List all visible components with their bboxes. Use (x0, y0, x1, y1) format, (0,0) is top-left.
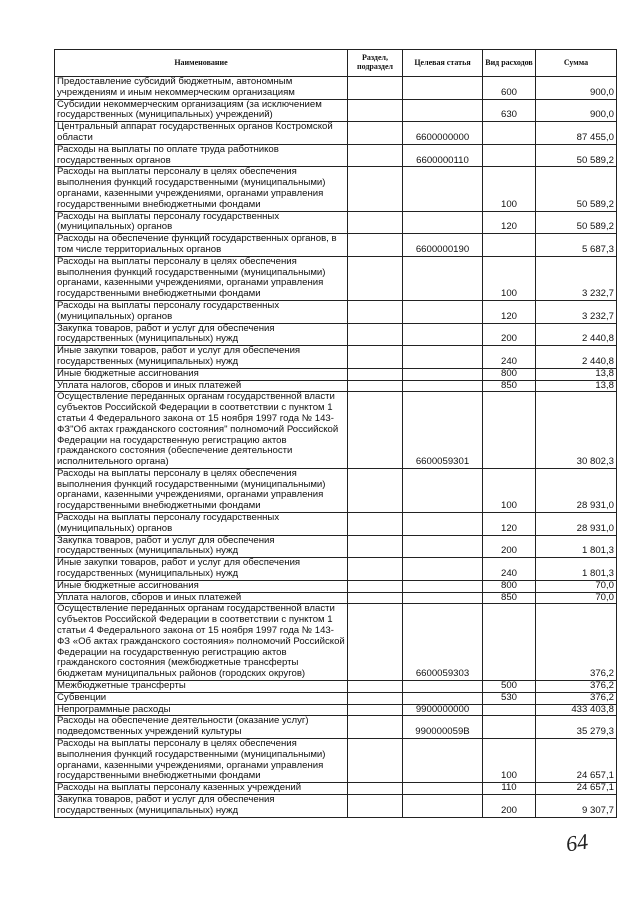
cell-sum: 2 440,8 (536, 323, 617, 346)
cell-type (483, 122, 536, 145)
cell-target (403, 681, 483, 693)
table-body (55, 77, 617, 818)
cell-razdel (348, 558, 403, 581)
table-row (55, 783, 617, 795)
cell-type: 100 (483, 167, 536, 211)
cell-name: Расходы на выплаты персоналу государственных (муниципальных) органов (55, 513, 348, 536)
cell-sum: 70,0 (536, 580, 617, 592)
cell-name: Закупка товаров, работ и услуг для обеспечения государственных (муниципальных) нужд (55, 323, 348, 346)
cell-name: Иные закупки товаров, работ и услуг для обеспечения государственных (муниципальных) нужд (55, 346, 348, 369)
cell-type: 800 (483, 580, 536, 592)
cell-target (403, 346, 483, 369)
cell-sum: 2 440,8 (536, 346, 617, 369)
cell-razdel (348, 592, 403, 604)
table-row (55, 795, 617, 818)
cell-razdel (348, 392, 403, 469)
cell-target (403, 368, 483, 380)
cell-razdel (348, 122, 403, 145)
header-razdel: Раздел, подраздел (348, 50, 403, 77)
table-row (55, 99, 617, 122)
cell-razdel (348, 795, 403, 818)
budget-table (54, 49, 617, 818)
cell-razdel (348, 604, 403, 681)
cell-type: 500 (483, 681, 536, 693)
cell-target (403, 592, 483, 604)
cell-razdel (348, 380, 403, 392)
cell-sum: 50 589,2 (536, 167, 617, 211)
cell-type: 120 (483, 300, 536, 323)
table-row (55, 468, 617, 512)
cell-sum: 900,0 (536, 99, 617, 122)
cell-razdel (348, 513, 403, 536)
cell-target (403, 739, 483, 783)
cell-razdel (348, 323, 403, 346)
cell-name: Расходы на выплаты персоналу государственных (муниципальных) органов (55, 300, 348, 323)
cell-target (403, 513, 483, 536)
cell-target (403, 323, 483, 346)
cell-name: Предоставление субсидий бюджетным, автономным учреждениям и иным некоммерческим организациям (55, 77, 348, 100)
cell-name: Расходы на выплаты персоналу в целях обеспечения выполнения функций государственными (муниципальными) органами, казенными учреждениями, органами управления государственными внебюджетными фондами (55, 739, 348, 783)
cell-sum: 1 801,3 (536, 535, 617, 558)
cell-target: 990000059В (403, 716, 483, 739)
cell-type: 800 (483, 368, 536, 380)
cell-target (403, 99, 483, 122)
cell-target (403, 167, 483, 211)
cell-razdel (348, 368, 403, 380)
cell-type: 240 (483, 558, 536, 581)
cell-name: Иные бюджетные ассигнования (55, 580, 348, 592)
cell-target: 6600000110 (403, 144, 483, 167)
cell-target (403, 795, 483, 818)
cell-sum: 376,2 (536, 681, 617, 693)
table-row (55, 716, 617, 739)
page-number: 64 (564, 828, 590, 857)
cell-razdel (348, 77, 403, 100)
table-row (55, 392, 617, 469)
cell-type: 120 (483, 513, 536, 536)
header-sum: Сумма (536, 50, 617, 77)
cell-sum: 50 589,2 (536, 211, 617, 234)
cell-target (403, 468, 483, 512)
cell-razdel (348, 739, 403, 783)
cell-type (483, 234, 536, 257)
table-row (55, 323, 617, 346)
cell-razdel (348, 99, 403, 122)
cell-razdel (348, 167, 403, 211)
cell-name: Расходы на обеспечение функций государственных органов, в том числе территориальных органов (55, 234, 348, 257)
table-row (55, 739, 617, 783)
table-row (55, 604, 617, 681)
cell-type: 630 (483, 99, 536, 122)
cell-target (403, 535, 483, 558)
table-row (55, 167, 617, 211)
cell-sum: 9 307,7 (536, 795, 617, 818)
cell-type: 200 (483, 323, 536, 346)
cell-name: Расходы на выплаты по оплате труда работников государственных органов (55, 144, 348, 167)
cell-type: 120 (483, 211, 536, 234)
cell-name: Расходы на обеспечение деятельности (оказание услуг) подведомственных учреждений культуры (55, 716, 348, 739)
cell-razdel (348, 704, 403, 716)
cell-sum: 24 657,1 (536, 783, 617, 795)
cell-sum: 28 931,0 (536, 468, 617, 512)
cell-target: 6600000190 (403, 234, 483, 257)
cell-name: Расходы на выплаты персоналу в целях обеспечения выполнения функций государственными (муниципальными) органами, казенными учреждениями, органами управления государственными внебюджетными фондами (55, 167, 348, 211)
cell-type: 100 (483, 468, 536, 512)
cell-sum: 13,8 (536, 368, 617, 380)
cell-type (483, 704, 536, 716)
cell-razdel (348, 211, 403, 234)
cell-type: 200 (483, 795, 536, 818)
cell-name: Иные бюджетные ассигнования (55, 368, 348, 380)
table-row (55, 681, 617, 693)
table-row (55, 704, 617, 716)
cell-name: Центральный аппарат государственных органов Костромской области (55, 122, 348, 145)
cell-target: 9900000000 (403, 704, 483, 716)
cell-sum: 376,2 (536, 692, 617, 704)
table-row (55, 77, 617, 100)
table-row (55, 368, 617, 380)
cell-razdel (348, 300, 403, 323)
table-header (55, 50, 617, 77)
cell-sum: 13,8 (536, 380, 617, 392)
cell-type (483, 392, 536, 469)
header-type: Вид расходов (483, 50, 536, 77)
cell-target: 6600059303 (403, 604, 483, 681)
cell-target: 6600059301 (403, 392, 483, 469)
table-row (55, 300, 617, 323)
cell-type: 850 (483, 380, 536, 392)
cell-name: Осуществление переданных органам государственной власти субъектов Российской Федерации в соответствии с пунктом 1 статьи 4 Федерального закона от 15 ноября 1997 года № 143-ФЗ «Об актах гражданского состояния» полномочий Российской Федерации на государственную регистрацию актов гражданского состояния (межбюджетные трансферты бюджетам муниципальных районов (городских округов) (55, 604, 348, 681)
cell-razdel (348, 468, 403, 512)
cell-sum: 50 589,2 (536, 144, 617, 167)
cell-target (403, 692, 483, 704)
cell-razdel (348, 256, 403, 300)
cell-razdel (348, 535, 403, 558)
cell-razdel (348, 346, 403, 369)
cell-name: Расходы на выплаты персоналу государственных (муниципальных) органов (55, 211, 348, 234)
cell-type (483, 716, 536, 739)
table-row (55, 211, 617, 234)
table-row (55, 535, 617, 558)
cell-name: Закупка товаров, работ и услуг для обеспечения государственных (муниципальных) нужд (55, 795, 348, 818)
cell-type (483, 144, 536, 167)
cell-type: 100 (483, 256, 536, 300)
table-row (55, 513, 617, 536)
cell-type: 240 (483, 346, 536, 369)
cell-target: 6600000000 (403, 122, 483, 145)
cell-sum: 24 657,1 (536, 739, 617, 783)
cell-name: Непрограммные расходы (55, 704, 348, 716)
cell-type: 110 (483, 783, 536, 795)
table-row (55, 256, 617, 300)
table-row (55, 346, 617, 369)
cell-type: 530 (483, 692, 536, 704)
cell-sum: 30 802,3 (536, 392, 617, 469)
cell-target (403, 380, 483, 392)
cell-razdel (348, 681, 403, 693)
table-row (55, 692, 617, 704)
cell-sum: 28 931,0 (536, 513, 617, 536)
cell-name: Межбюджетные трансферты (55, 681, 348, 693)
cell-target (403, 256, 483, 300)
cell-target (403, 580, 483, 592)
cell-target (403, 558, 483, 581)
table-row (55, 558, 617, 581)
cell-name: Иные закупки товаров, работ и услуг для обеспечения государственных (муниципальных) нужд (55, 558, 348, 581)
cell-sum: 35 279,3 (536, 716, 617, 739)
cell-sum: 70,0 (536, 592, 617, 604)
cell-target (403, 783, 483, 795)
cell-name: Уплата налогов, сборов и иных платежей (55, 380, 348, 392)
cell-razdel (348, 783, 403, 795)
cell-target (403, 300, 483, 323)
cell-type: 100 (483, 739, 536, 783)
cell-type: 850 (483, 592, 536, 604)
cell-type: 200 (483, 535, 536, 558)
cell-sum: 900,0 (536, 77, 617, 100)
cell-razdel (348, 234, 403, 257)
cell-razdel (348, 692, 403, 704)
cell-target (403, 77, 483, 100)
cell-name: Закупка товаров, работ и услуг для обеспечения государственных (муниципальных) нужд (55, 535, 348, 558)
cell-name: Расходы на выплаты персоналу в целях обеспечения выполнения функций государственными (муниципальными) органами, казенными учреждениями, органами управления государственными внебюджетными фондами (55, 256, 348, 300)
cell-name: Расходы на выплаты персоналу в целях обеспечения выполнения функций государственными (муниципальными) органами, казенными учреждениями, органами управления государственными внебюджетными фондами (55, 468, 348, 512)
table-row (55, 122, 617, 145)
header-target: Целевая статья (403, 50, 483, 77)
cell-sum: 3 232,7 (536, 300, 617, 323)
cell-sum: 87 455,0 (536, 122, 617, 145)
table-row (55, 592, 617, 604)
cell-sum: 433 403,8 (536, 704, 617, 716)
cell-name: Субсидии некоммерческим организациям (за исключением государственных (муниципальных) учреждений) (55, 99, 348, 122)
table-row (55, 580, 617, 592)
cell-sum: 1 801,3 (536, 558, 617, 581)
cell-sum: 376,2 (536, 604, 617, 681)
cell-razdel (348, 716, 403, 739)
cell-name: Расходы на выплаты персоналу казенных учреждений (55, 783, 348, 795)
table-row (55, 234, 617, 257)
cell-name: Осуществление переданных органам государственной власти субъектов Российской Федерации в соответствии с пунктом 1 статьи 4 Федерального закона от 15 ноября 1997 года № 143-ФЗ"Об актах гражданского состояния" полномочий Российской Федерации на государственную регистрацию актов гражданского состояния (обеспечение деятельности исполнительного органа) (55, 392, 348, 469)
cell-sum: 3 232,7 (536, 256, 617, 300)
header-name: Наименование (55, 50, 348, 77)
cell-type: 600 (483, 77, 536, 100)
cell-razdel (348, 580, 403, 592)
cell-name: Субвенции (55, 692, 348, 704)
cell-razdel (348, 144, 403, 167)
table-row (55, 144, 617, 167)
table-row (55, 380, 617, 392)
cell-name: Уплата налогов, сборов и иных платежей (55, 592, 348, 604)
cell-target (403, 211, 483, 234)
cell-sum: 5 687,3 (536, 234, 617, 257)
cell-type (483, 604, 536, 681)
